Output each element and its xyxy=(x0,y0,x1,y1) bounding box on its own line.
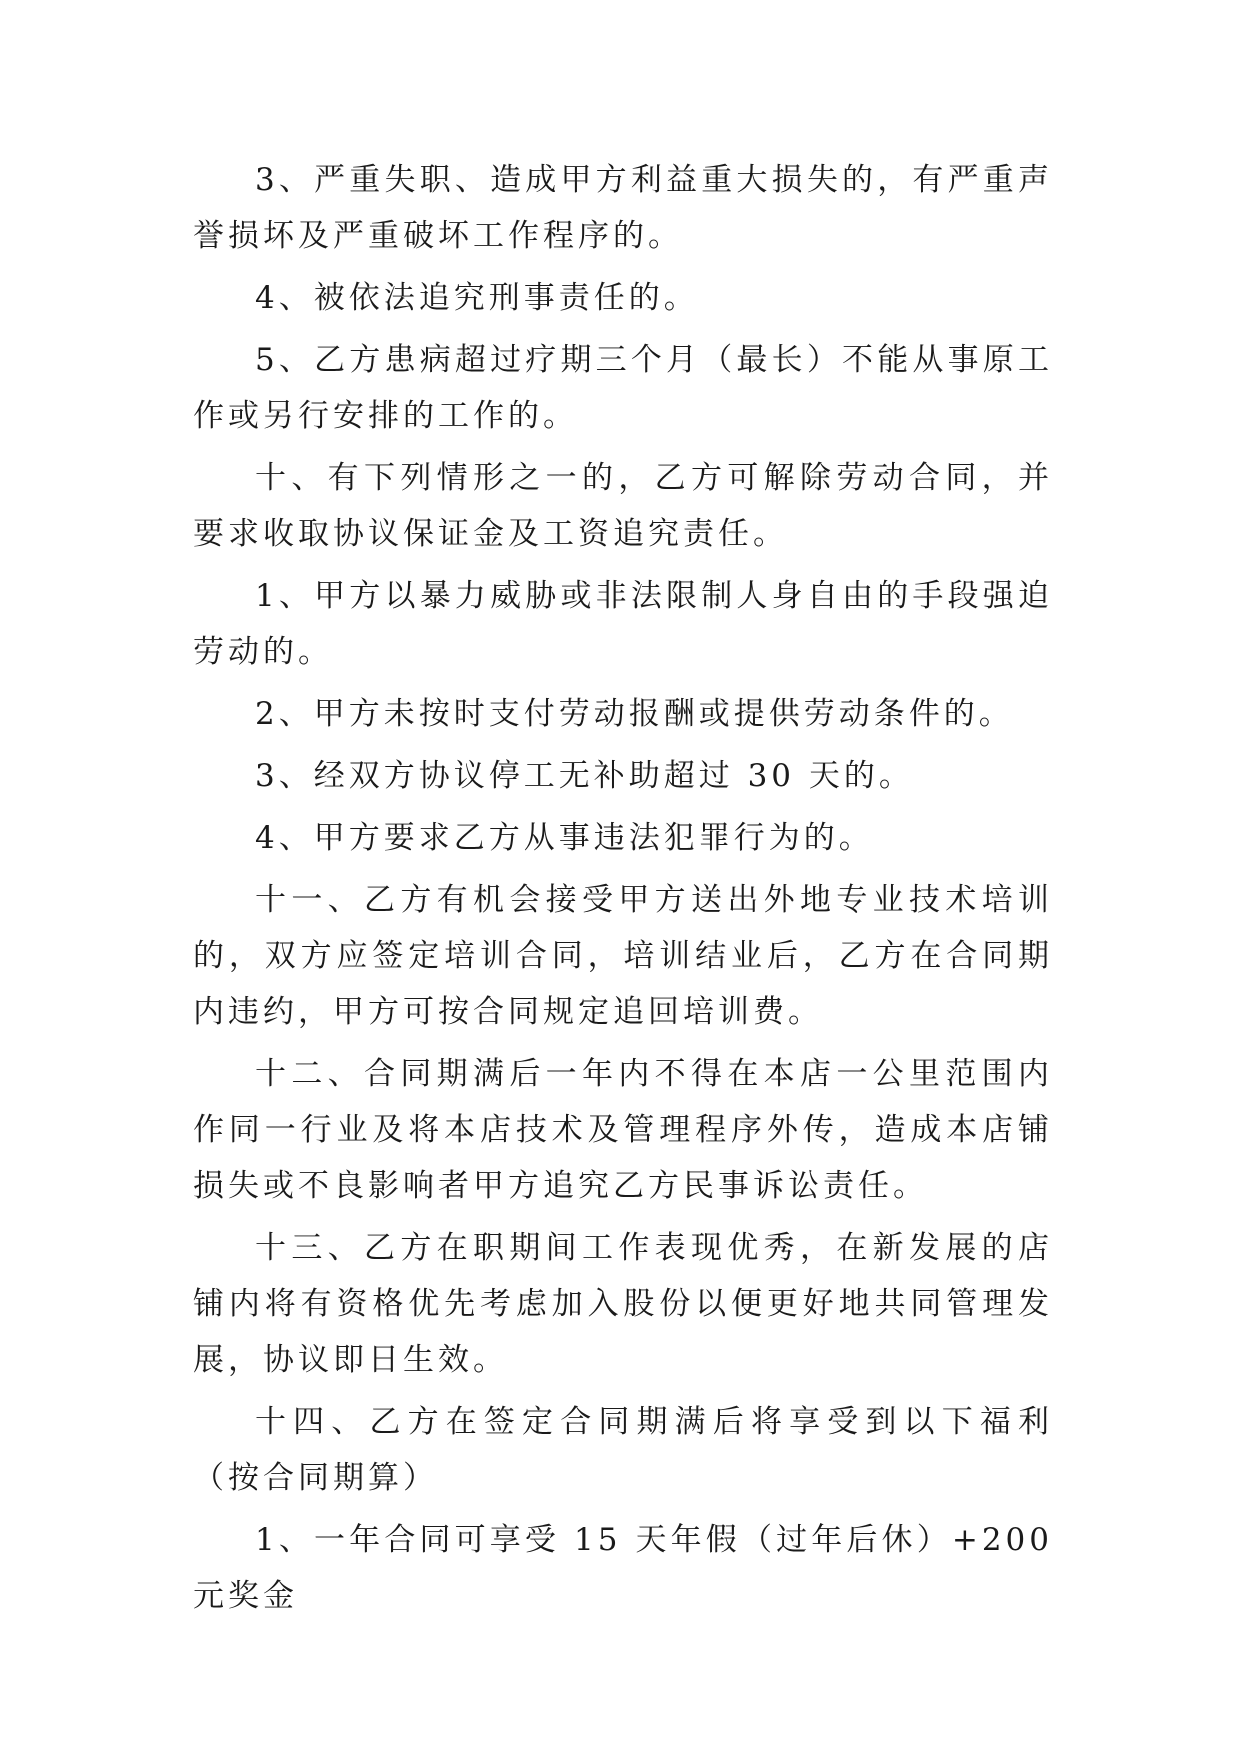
clause-9-item-5: 5、乙方患病超过疗期三个月（最长）不能从事原工作或另行安排的工作的。 xyxy=(193,342,1053,434)
clause-13: 十三、乙方在职期间工作表现优秀，在新发展的店铺内将有资格优先考虑加入股份以便更好地共同管理发展，协议即日生效。 xyxy=(193,1230,1053,1378)
clause-9-item-3: 3、严重失职、造成甲方利益重大损失的，有严重声誉损坏及严重破坏工作程序的。 xyxy=(193,162,1053,254)
clause-10-item-3: 3、经双方协议停工无补助超过 30 天的。 xyxy=(255,758,914,794)
clause-10-item-1: 1、甲方以暴力威胁或非法限制人身自由的手段强迫劳动的。 xyxy=(193,578,1053,670)
clause-14-item-1: 1、一年合同可享受 15 天年假（过年后休）+200 元奖金 xyxy=(193,1522,1053,1614)
clause-11: 十一、乙方有机会接受甲方送出外地专业技术培训的，双方应签定培训合同，培训结业后，乙方在合同期内违约，甲方可按合同规定追回培训费。 xyxy=(193,882,1053,1030)
document-body xyxy=(193,152,1053,1630)
clause-14-heading: 十四、乙方在签定合同期满后将享受到以下福利（按合同期算） xyxy=(193,1404,1053,1496)
clause-10-heading: 十、有下列情形之一的，乙方可解除劳动合同，并要求收取协议保证金及工资追究责任。 xyxy=(193,460,1053,552)
clause-12: 十二、合同期满后一年内不得在本店一公里范围内作同一行业及将本店技术及管理程序外传，造成本店铺损失或不良影响者甲方追究乙方民事诉讼责任。 xyxy=(193,1056,1053,1204)
clause-10-item-4: 4、甲方要求乙方从事违法犯罪行为的。 xyxy=(255,820,874,856)
clause-10-item-2: 2、甲方未按时支付劳动报酬或提供劳动条件的。 xyxy=(255,696,1014,732)
clause-9-item-4: 4、被依法追究刑事责任的。 xyxy=(255,280,699,316)
